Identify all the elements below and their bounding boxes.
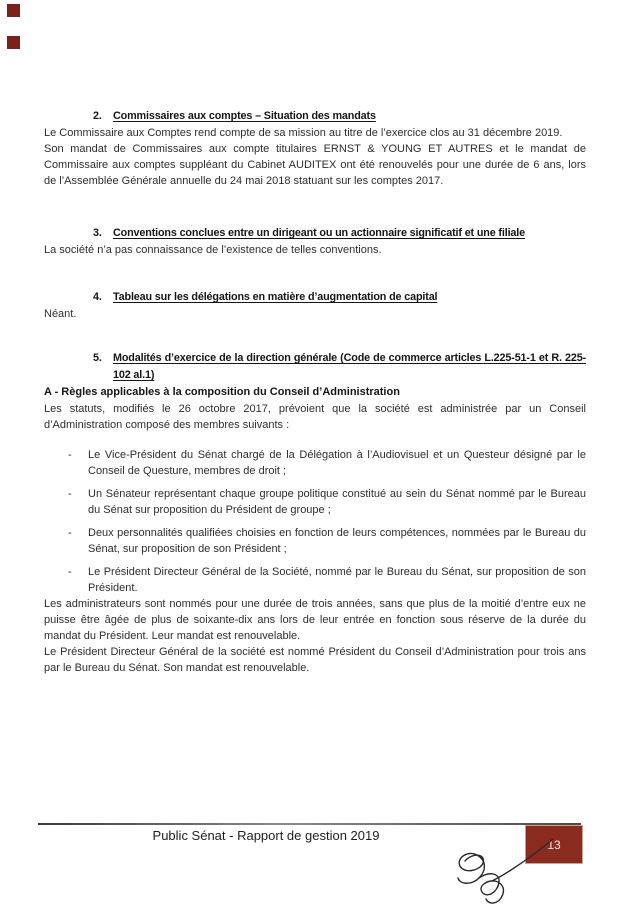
page-number: 13 bbox=[547, 837, 561, 852]
heading-text: Commissaires aux comptes – Situation des mandats bbox=[113, 110, 376, 122]
heading-text: Tableau sur les délégations en matière d’augmentation de capital bbox=[113, 291, 438, 303]
heading-text: Conventions conclues entre un dirigeant ou un actionnaire significatif et une filiale bbox=[113, 227, 525, 239]
paragraph-administrateurs: Les administrateurs sont nommés pour une durée de trois années, sans que plus de la moitié d’entre eux ne puisse être âgée de plus de soixante-dix ans lors de leur entrée en fonction sous réserve de la durée du mandat du Président. Leur mandat est renouvelable. bbox=[44, 598, 586, 642]
heading-text: Modalités d’exercice de la direction générale (Code de commerce articles L.225-51-1 et R. 225-102 al.1) bbox=[113, 352, 586, 381]
section-heading-commissaires bbox=[44, 108, 586, 125]
list-item-pdg bbox=[44, 564, 586, 596]
paragraph-statuts: Les statuts, modifiés le 26 octobre 2017, prévoient que la société est administrée par un Conseil d’Administration composé des membres suivants : bbox=[44, 403, 586, 431]
paragraph-conventions: La société n’a pas connaissance de l’existence de telles conventions. bbox=[44, 244, 382, 256]
bullet-dash: - bbox=[68, 449, 72, 461]
footer-divider bbox=[38, 823, 581, 825]
list-item-text: Le Vice-Président du Sénat chargé de la Délégation à l’Audiovisuel et un Questeur désigné par le Conseil de Questure, membres de droit ; bbox=[88, 449, 586, 477]
paragraph-neant: Néant. bbox=[44, 308, 77, 320]
bullet-dash: - bbox=[68, 566, 72, 578]
bullet-dash: - bbox=[68, 488, 72, 500]
section-heading-modalites bbox=[44, 350, 586, 384]
subsection-heading-regles: A - Règles applicables à la composition du Conseil d’Administration bbox=[44, 386, 400, 398]
heading-number: 5. bbox=[93, 352, 102, 364]
corner-mark-bottom bbox=[7, 36, 20, 49]
list-item-text: Un Sénateur représentant chaque groupe politique constitué au sein du Sénat nommé par le Bureau du Sénat sur proposition du Président de groupe ; bbox=[88, 488, 586, 516]
paragraph-mandat: Son mandat de Commissaires aux compte titulaires ERNST & YOUNG ET AUTRES et le mandat de Commissaire aux comptes suppléant du Cabinet AUDITEX ont été renouvelés pour une durée de 6 ans, lors de l’Assemblée Générale annuelle du 24 mai 2018 statuant sur les comptes 2017. bbox=[44, 143, 586, 187]
list-item-vice-president bbox=[44, 447, 586, 479]
list-item-text: Le Président Directeur Général de la Société, nommé par le Bureau du Sénat, sur proposition de son Président. bbox=[88, 566, 586, 594]
signature-icon bbox=[443, 835, 561, 906]
paragraph-commissaire: Le Commissaire aux Comptes rend compte de sa mission au titre de l’exercice clos au 31 décembre 2019. bbox=[44, 127, 563, 139]
list-item-text: Deux personnalités qualifiées choisies en fonction de leurs compétences, nommées par le Bureau du Sénat, sur proposition de son Président ; bbox=[88, 527, 586, 555]
list-item-personnalites bbox=[44, 525, 586, 557]
bullet-dash: - bbox=[68, 527, 72, 539]
heading-number: 2. bbox=[93, 110, 102, 122]
heading-number: 4. bbox=[93, 291, 102, 303]
page-content bbox=[44, 0, 586, 676]
list-item-senateur bbox=[44, 486, 586, 518]
section-heading-delegations bbox=[44, 289, 586, 306]
section-heading-conventions bbox=[44, 225, 586, 242]
paragraph-president: Le Président Directeur Général de la société est nommé Président du Conseil d’Administration pour trois ans par le Bureau du Sénat. Son mandat est renouvelable. bbox=[44, 646, 586, 674]
corner-mark-top bbox=[7, 4, 20, 17]
heading-number: 3. bbox=[93, 227, 102, 239]
footer-title: Public Sénat - Rapport de gestion 2019 bbox=[152, 828, 380, 843]
